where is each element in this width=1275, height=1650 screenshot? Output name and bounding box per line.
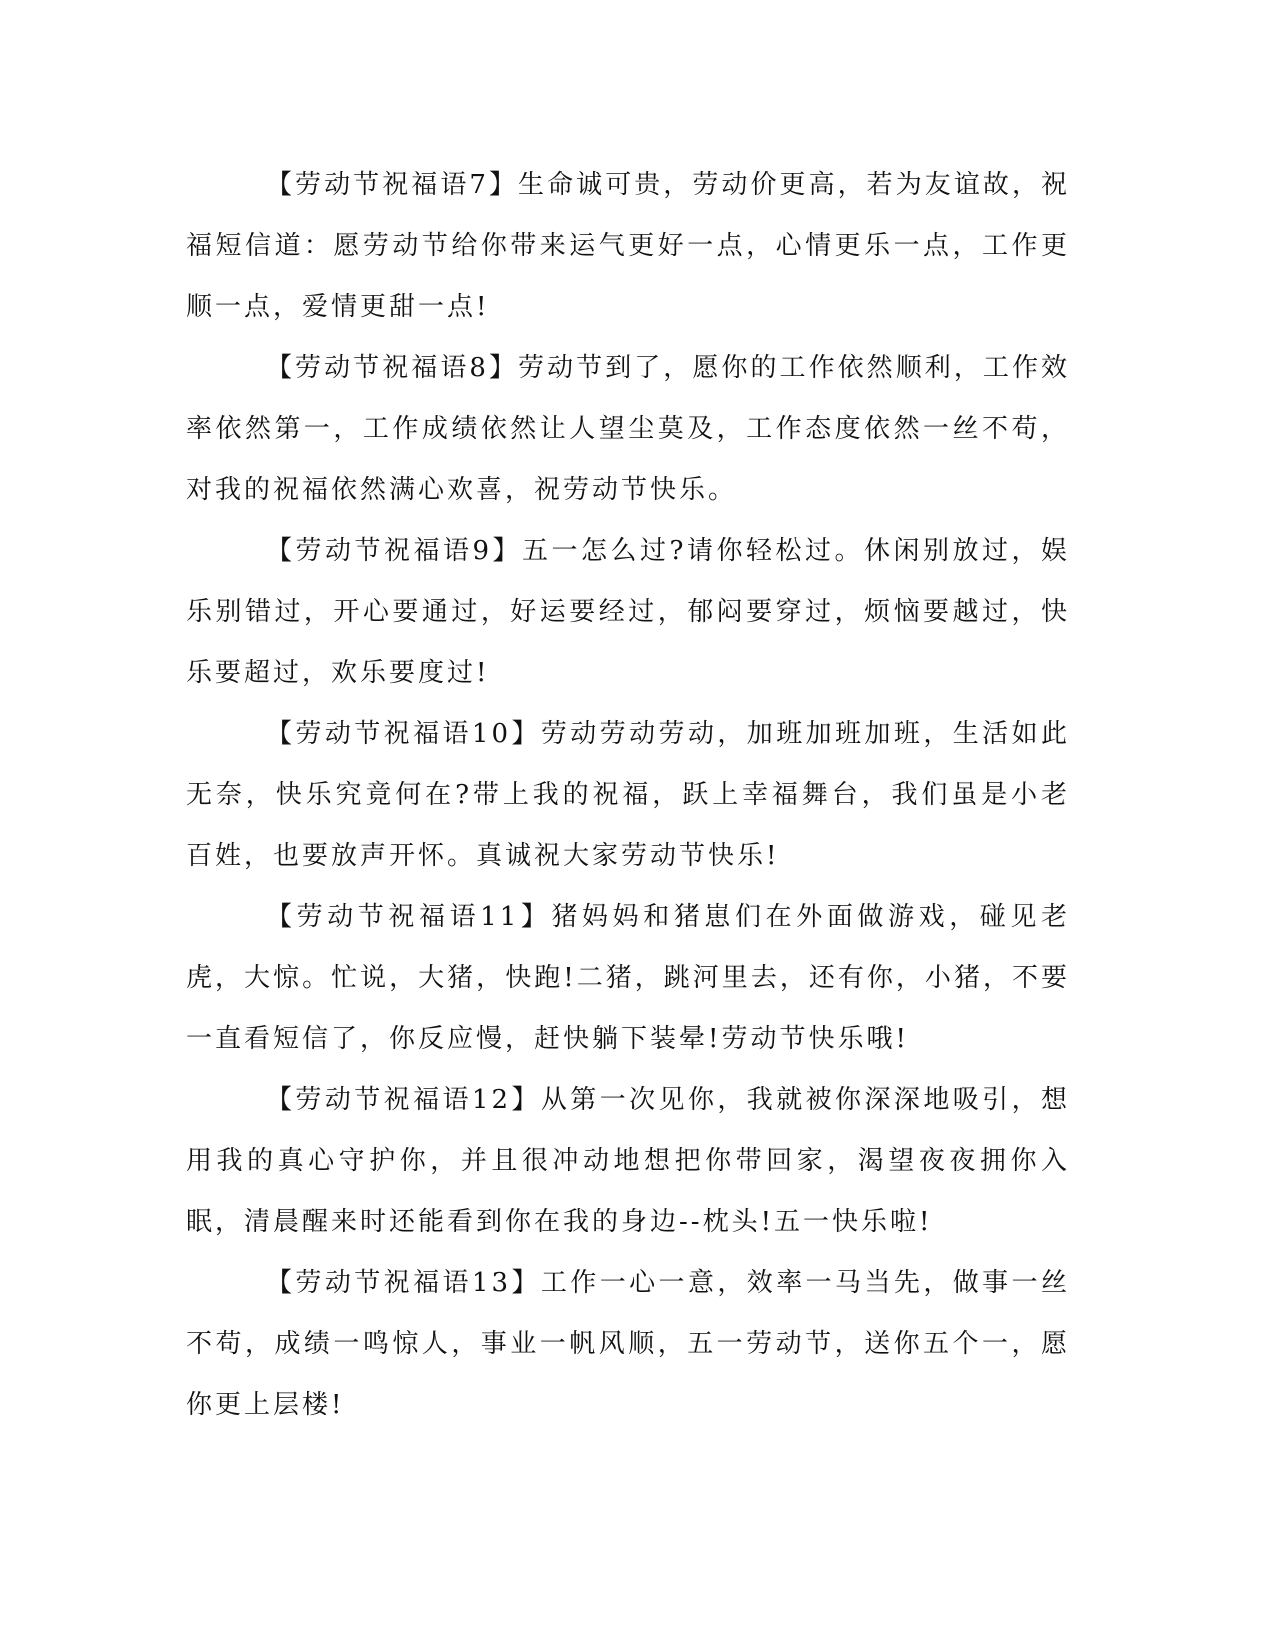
document-body [186, 155, 1070, 1436]
paragraph-greeting-11: 【劳动节祝福语11】猪妈妈和猪崽们在外面做游戏，碰见老虎，大惊。忙说，大猪，快跑!二猪，跳河里去，还有你，小猪，不要一直看短信了，你反应慢，赶快躺下装晕!劳动节快乐哦! [186, 902, 1070, 1054]
paragraph-greeting-7: 【劳动节祝福语7】生命诚可贵，劳动价更高，若为友谊故，祝福短信道：愿劳动节给你带来运气更好一点，心情更乐一点，工作更顺一点，爱情更甜一点! [186, 170, 1070, 322]
paragraph-greeting-10: 【劳动节祝福语10】劳动劳动劳动，加班加班加班，生活如此无奈，快乐究竟何在?带上我的祝福，跃上幸福舞台，我们虽是小老百姓，也要放声开怀。真诚祝大家劳动节快乐! [186, 719, 1070, 871]
paragraph-greeting-9: 【劳动节祝福语9】五一怎么过?请你轻松过。休闲别放过，娱乐别错过，开心要通过，好运要经过，郁闷要穿过，烦恼要越过，快乐要超过，欢乐要度过! [186, 536, 1070, 688]
paragraph-greeting-12: 【劳动节祝福语12】从第一次见你，我就被你深深地吸引，想用我的真心守护你，并且很冲动地想把你带回家，渴望夜夜拥你入眠，清晨醒来时还能看到你在我的身边--枕头!五一快乐啦! [186, 1085, 1070, 1237]
paragraph-greeting-8: 【劳动节祝福语8】劳动节到了，愿你的工作依然顺利，工作效率依然第一，工作成绩依然让人望尘莫及，工作态度依然一丝不苟，对我的祝福依然满心欢喜，祝劳动节快乐。 [186, 353, 1070, 505]
paragraph-greeting-13: 【劳动节祝福语13】工作一心一意，效率一马当先，做事一丝不苟，成绩一鸣惊人，事业一帆风顺，五一劳动节，送你五个一，愿你更上层楼! [186, 1268, 1070, 1420]
